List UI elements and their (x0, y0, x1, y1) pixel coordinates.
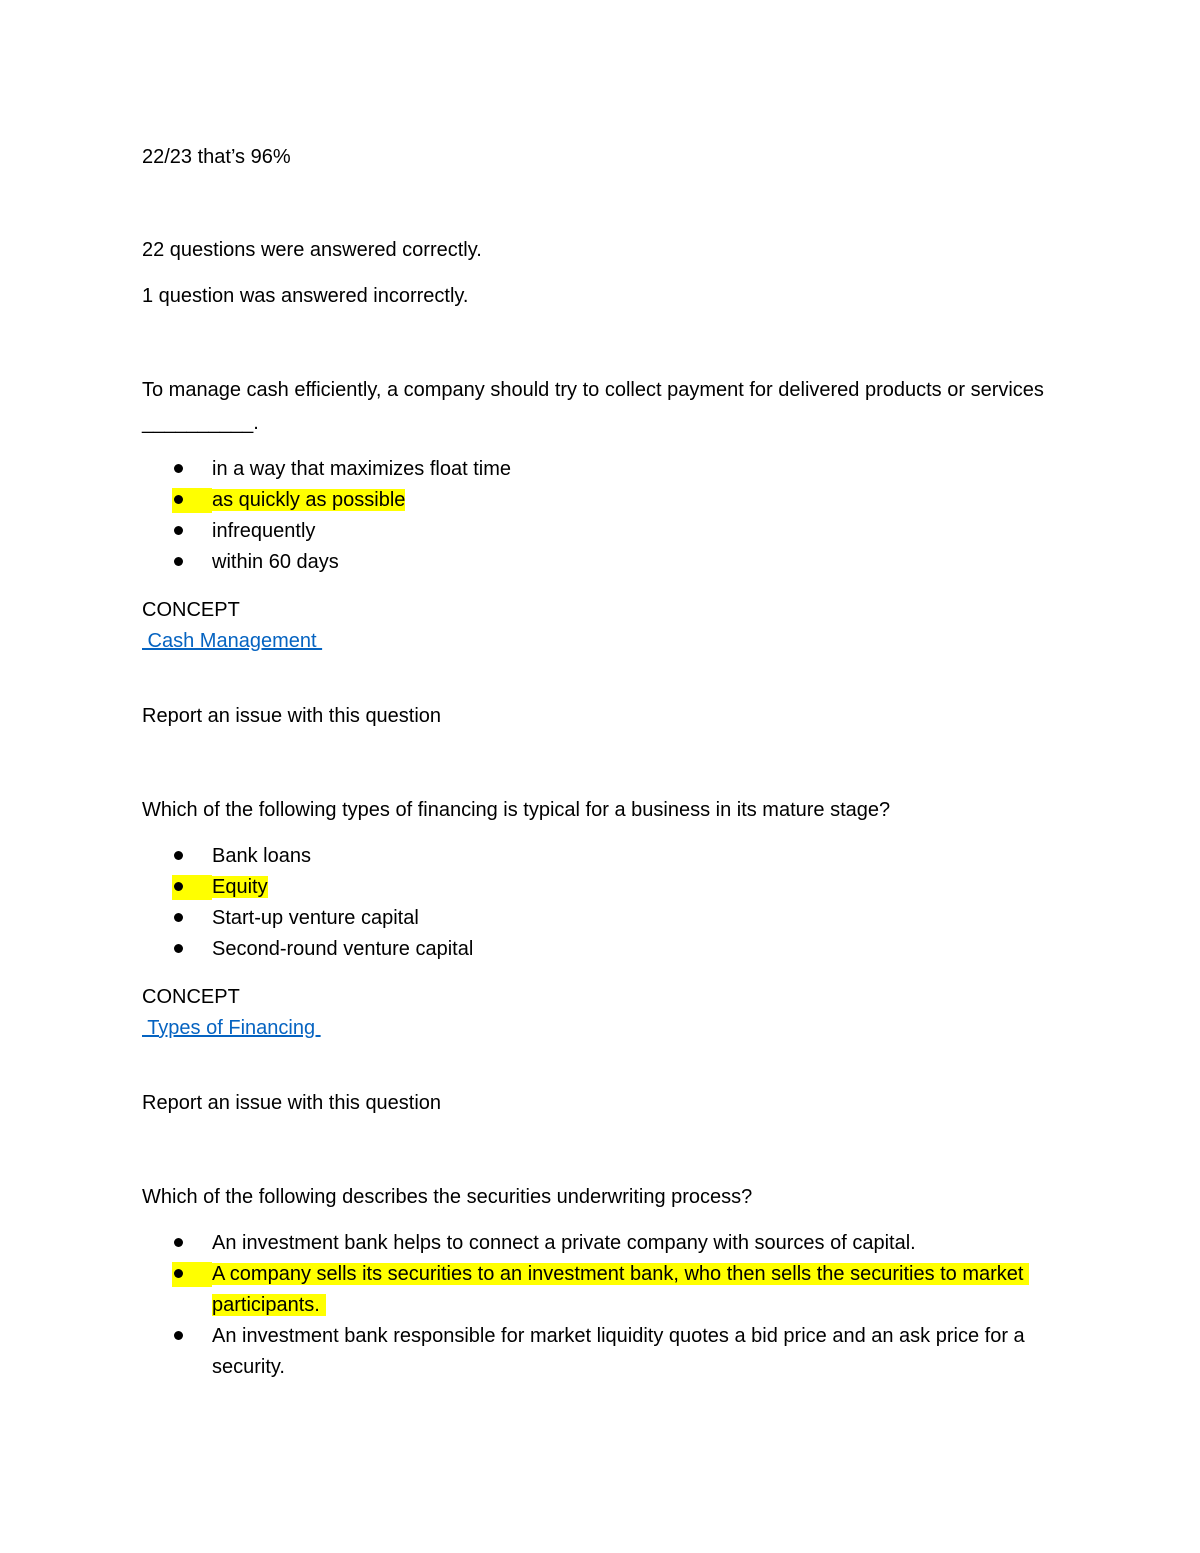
bullet-icon (174, 557, 183, 566)
question-2-text: Which of the following types of financing is typical for a business in its mature stage? (142, 799, 891, 821)
question-1-option: in a way that maximizes float time (142, 454, 1042, 485)
concept-label: CONCEPT (142, 986, 240, 1008)
concept-link-cash-management[interactable]: Cash Management (142, 630, 323, 652)
bullet-icon (174, 495, 183, 504)
question-2-options (142, 841, 1042, 965)
bullet-icon (174, 882, 183, 891)
question-1-text: To manage cash efficiently, a company should try to collect payment for delivered products or services __________. (142, 379, 1044, 434)
question-2-option: Second-round venture capital (142, 934, 1042, 965)
concept-label: CONCEPT (142, 599, 240, 621)
question-3-option-correct: A company sells its securities to an investment bank, who then sells the securities to market participants. (142, 1259, 1042, 1321)
question-3-option: An investment bank helps to connect a private company with sources of capital. (142, 1228, 1042, 1259)
correct-count: 22 questions were answered correctly. (142, 239, 482, 261)
question-3-options (142, 1228, 1042, 1383)
bullet-icon (174, 526, 183, 535)
question-1-options (142, 454, 1042, 578)
question-1-option: infrequently (142, 516, 1042, 547)
score-summary: 22/23 that’s 96% (142, 146, 291, 168)
question-2-option: Start-up venture capital (142, 903, 1042, 934)
concept-link-types-of-financing[interactable]: Types of Financing (142, 1017, 321, 1039)
question-3-option: An investment bank responsible for market liquidity quotes a bid price and an ask price for a security. (142, 1321, 1042, 1383)
report-issue-link[interactable]: Report an issue with this question (142, 1092, 442, 1114)
question-3-text: Which of the following describes the securities underwriting process? (142, 1186, 753, 1208)
question-1-option-correct: as quickly as possible (142, 485, 1042, 516)
bullet-icon (174, 944, 183, 953)
report-issue-link[interactable]: Report an issue with this question (142, 705, 442, 727)
question-2-option: Bank loans (142, 841, 1042, 872)
question-1-option: within 60 days (142, 547, 1042, 578)
incorrect-count: 1 question was answered incorrectly. (142, 285, 469, 307)
bullet-icon (174, 851, 183, 860)
question-2-option-correct: Equity (142, 872, 1042, 903)
bullet-icon (174, 464, 183, 473)
bullet-icon (174, 1331, 183, 1340)
bullet-icon (174, 913, 183, 922)
bullet-icon (174, 1238, 183, 1247)
bullet-icon (174, 1269, 183, 1278)
